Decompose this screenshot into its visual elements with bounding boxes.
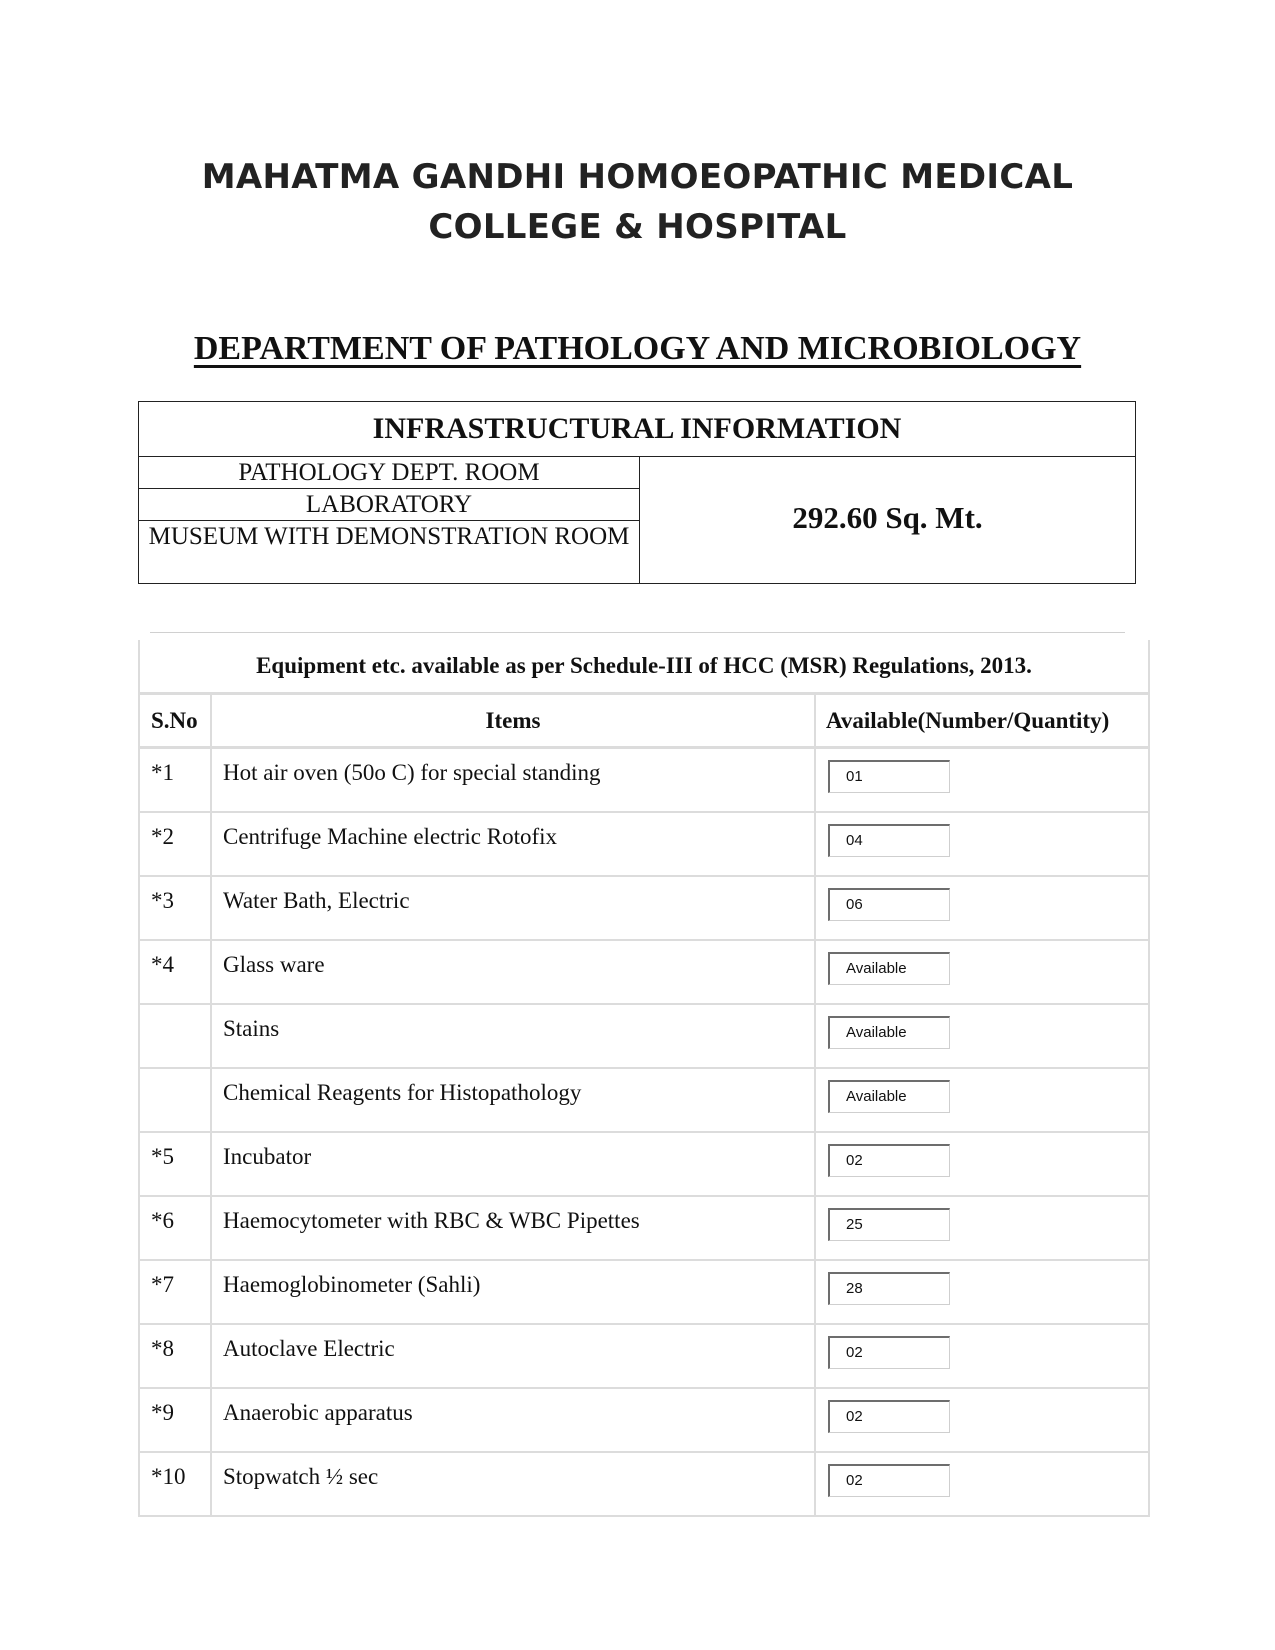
available-quantity-field[interactable]: Available bbox=[828, 1080, 950, 1113]
available-quantity-field[interactable]: 28 bbox=[828, 1272, 950, 1305]
college-title-line2: COLLEGE & HOSPITAL bbox=[428, 207, 847, 247]
row-available-cell bbox=[816, 1133, 1148, 1195]
row-item: Autoclave Electric bbox=[212, 1325, 816, 1387]
college-title bbox=[140, 152, 1135, 252]
row-sno: *4 bbox=[140, 941, 212, 1003]
equipment-rows bbox=[140, 749, 1148, 1515]
row-item: Glass ware bbox=[212, 941, 816, 1003]
available-quantity-field[interactable]: 01 bbox=[828, 760, 950, 793]
table-row bbox=[140, 1453, 1148, 1515]
row-available-cell bbox=[816, 1005, 1148, 1067]
row-sno: *6 bbox=[140, 1197, 212, 1259]
row-item: Anaerobic apparatus bbox=[212, 1389, 816, 1451]
infrastructure-title: INFRASTRUCTURAL INFORMATION bbox=[139, 402, 1135, 457]
row-sno: *9 bbox=[140, 1389, 212, 1451]
infrastructure-table bbox=[138, 401, 1136, 584]
table-row bbox=[140, 1133, 1148, 1197]
table-row bbox=[140, 1005, 1148, 1069]
row-sno bbox=[140, 1069, 212, 1131]
header-sno: S.No bbox=[140, 695, 212, 746]
table-row bbox=[140, 1389, 1148, 1453]
table-row bbox=[140, 941, 1148, 1005]
row-available-cell bbox=[816, 749, 1148, 811]
room-laboratory: LABORATORY bbox=[139, 489, 639, 521]
header-available: Available(Number/Quantity) bbox=[826, 707, 1110, 733]
available-quantity-field[interactable]: 06 bbox=[828, 888, 950, 921]
row-sno: *7 bbox=[140, 1261, 212, 1323]
room-pathology-dept: PATHOLOGY DEPT. ROOM bbox=[139, 457, 639, 489]
available-quantity-field[interactable]: Available bbox=[828, 952, 950, 985]
table-row bbox=[140, 813, 1148, 877]
available-quantity-field[interactable]: Available bbox=[828, 1016, 950, 1049]
row-sno: *1 bbox=[140, 749, 212, 811]
infrastructure-area: 292.60 Sq. Mt. bbox=[792, 499, 983, 535]
college-title-line1: MAHATMA GANDHI HOMOEOPATHIC MEDICAL bbox=[201, 157, 1074, 197]
table-row bbox=[140, 1261, 1148, 1325]
row-sno: *2 bbox=[140, 813, 212, 875]
room-museum: MUSEUM WITH DEMONSTRATION ROOM bbox=[148, 523, 630, 550]
section-divider bbox=[150, 632, 1125, 633]
equipment-header-row bbox=[140, 695, 1148, 749]
row-item: Stains bbox=[212, 1005, 816, 1067]
department-title: DEPARTMENT OF PATHOLOGY AND MICROBIOLOGY bbox=[193, 330, 1082, 367]
header-items: Items bbox=[212, 695, 816, 746]
infrastructure-body bbox=[139, 457, 1135, 584]
row-sno: *3 bbox=[140, 877, 212, 939]
row-available-cell bbox=[816, 1453, 1148, 1515]
available-quantity-field[interactable]: 02 bbox=[828, 1400, 950, 1433]
table-row bbox=[140, 1325, 1148, 1389]
equipment-caption: Equipment etc. available as per Schedule-III of HCC (MSR) Regulations, 2013. bbox=[140, 640, 1148, 695]
row-available-cell bbox=[816, 1069, 1148, 1131]
row-available-cell bbox=[816, 877, 1148, 939]
available-quantity-field[interactable]: 25 bbox=[828, 1208, 950, 1241]
row-item: Hot air oven (50o C) for special standing bbox=[212, 749, 816, 811]
available-quantity-field[interactable]: 04 bbox=[828, 824, 950, 857]
table-row bbox=[140, 1197, 1148, 1261]
row-available-cell bbox=[816, 1261, 1148, 1323]
row-item: Stopwatch ½ sec bbox=[212, 1453, 816, 1515]
row-sno bbox=[140, 1005, 212, 1067]
row-available-cell bbox=[816, 1197, 1148, 1259]
available-quantity-field[interactable]: 02 bbox=[828, 1144, 950, 1177]
row-available-cell bbox=[816, 813, 1148, 875]
infrastructure-rooms bbox=[139, 457, 640, 584]
row-sno: *8 bbox=[140, 1325, 212, 1387]
row-item: Haemoglobinometer (Sahli) bbox=[212, 1261, 816, 1323]
row-available-cell bbox=[816, 941, 1148, 1003]
row-item: Centrifuge Machine electric Rotofix bbox=[212, 813, 816, 875]
available-quantity-field[interactable]: 02 bbox=[828, 1336, 950, 1369]
row-item: Water Bath, Electric bbox=[212, 877, 816, 939]
table-row bbox=[140, 877, 1148, 941]
table-row bbox=[140, 1069, 1148, 1133]
available-quantity-field[interactable]: 02 bbox=[828, 1464, 950, 1497]
row-sno: *10 bbox=[140, 1453, 212, 1515]
row-available-cell bbox=[816, 1389, 1148, 1451]
row-item: Haemocytometer with RBC & WBC Pipettes bbox=[212, 1197, 816, 1259]
row-item: Incubator bbox=[212, 1133, 816, 1195]
row-sno: *5 bbox=[140, 1133, 212, 1195]
row-item: Chemical Reagents for Histopathology bbox=[212, 1069, 816, 1131]
equipment-table bbox=[138, 640, 1150, 1517]
row-available-cell bbox=[816, 1325, 1148, 1387]
table-row bbox=[140, 749, 1148, 813]
